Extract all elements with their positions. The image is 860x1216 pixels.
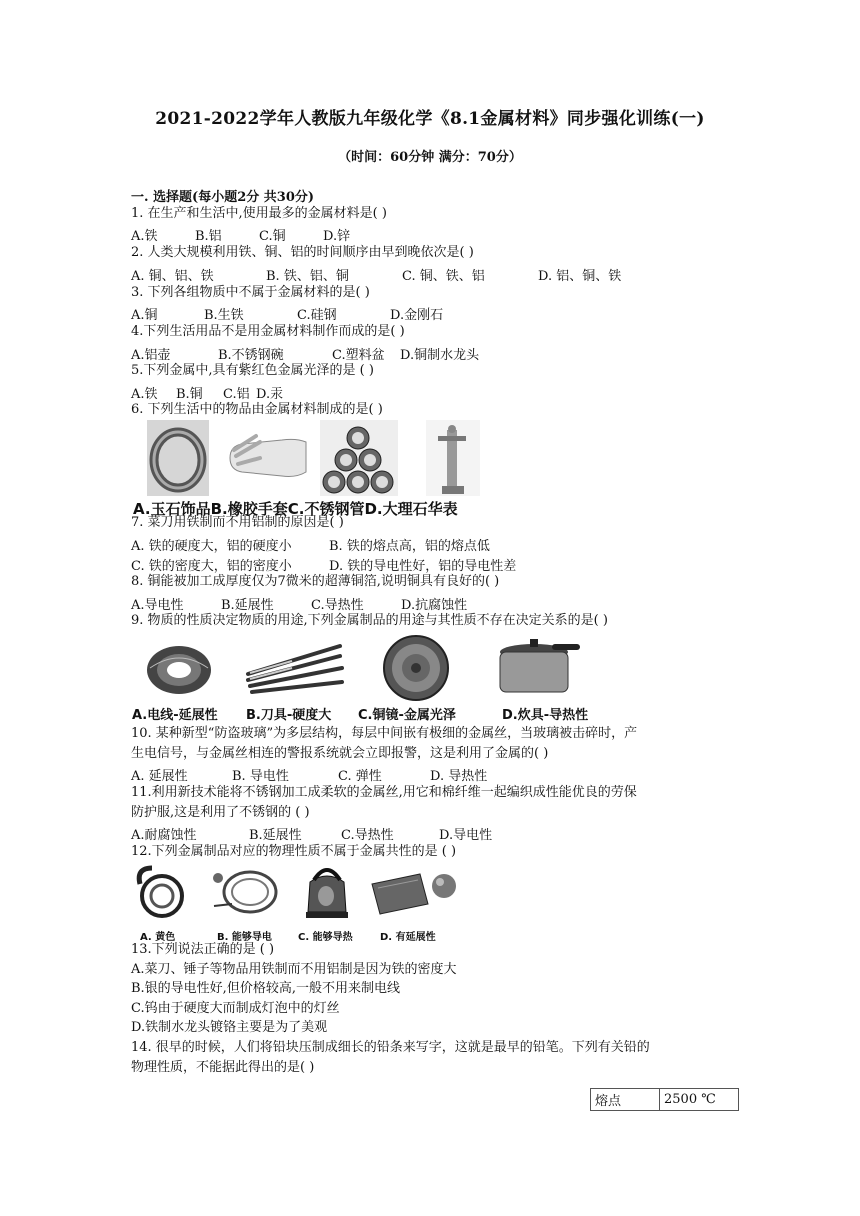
q11-options [131,824,492,843]
q3-option-a[interactable]: A.铜 [131,308,158,323]
q4-stem: 4.下列生活用品不是用金属材料制作而成的是( ) [131,324,405,339]
q5-options [131,383,283,402]
q4-options [131,344,479,363]
q9-caption-c[interactable]: C.铜镜-金属光泽 [358,708,456,723]
q8-option-b[interactable]: B.延展性 [221,598,274,613]
q7-option-a[interactable]: A. 铁的硬度大，铝的硬度小 [131,539,292,554]
q11-line1: 11.利用新技术能将不锈钢加工成柔软的金属丝,用它和棉纤维一起编织成性能优良的劳保 [131,785,637,800]
q9-caption-d[interactable]: D.炊具-导热性 [502,708,589,723]
knives-image[interactable] [242,640,346,698]
q13-stem: 13.下列说法正确的是 ( ) [131,942,275,957]
q11-line2: 防护服,这是利用了不锈钢的 ( ) [131,805,310,820]
q1-option-c[interactable]: C.铜 [259,229,286,244]
q8-option-c[interactable]: C.导热性 [311,598,364,613]
q3-option-c[interactable]: C.硅钢 [297,308,337,323]
section-heading: 一. 选择题(每小题2分 共30分) [131,190,315,205]
q6-stem: 6. 下列生活中的物品由金属材料制成的是( ) [131,402,383,417]
q5-option-a[interactable]: A.铁 [131,387,158,402]
q5-stem: 5.下列金属中,具有紫红色金属光泽的是 ( ) [131,363,374,378]
jade-ring-image[interactable] [147,420,209,496]
q6-caption-c[interactable]: C.不锈钢管 [287,500,365,518]
q10-options [131,765,487,784]
kettle-image[interactable] [302,862,352,922]
page-title: 2021-2022学年人教版九年级化学《8.1金属材料》同步强化训练(一) [155,109,705,129]
q12-caption-d[interactable]: D. 有延展性 [380,932,436,943]
q10-option-b[interactable]: B. 导电性 [232,769,289,784]
q3-options [131,304,443,323]
q7-stem: 7. 菜刀用铁制而不用铝制的原因是( ) [131,515,344,530]
q12-caption-a[interactable]: A. 黄色 [140,932,176,943]
q14-line1: 14. 很早的时候，人们将铅块压制成细长的铅条来写字，这就是最早的铅笔。下列有关铅的 [131,1040,650,1055]
q6-caption-a[interactable]: A.玉石饰品 [133,500,211,518]
q2-option-b[interactable]: B. 铁、铝、铜 [266,269,349,284]
q11-option-a[interactable]: A.耐腐蚀性 [131,828,197,843]
melting-point-label: 熔点 [591,1089,660,1111]
q2-stem: 2. 人类大规模利用铁、铜、铝的时间顺序由早到晚依次是( ) [131,245,474,260]
q12-caption-c[interactable]: C. 能够导热 [298,932,353,943]
q8-option-d[interactable]: D.抗腐蚀性 [401,598,468,613]
q11-option-c[interactable]: C.导热性 [341,828,394,843]
q7-options-line2 [131,555,516,574]
melting-point-value: 2500 ℃ [660,1089,739,1111]
q1-options [131,225,350,244]
bronze-mirror-image[interactable] [380,634,452,702]
q13-option-b[interactable]: B.银的导电性好,但价格较高,一般不用来制电线 [131,981,400,996]
q7-option-b[interactable]: B. 铁的熔点高，铝的熔点低 [329,539,490,554]
q8-option-a[interactable]: A.导电性 [131,598,184,613]
q8-options [131,594,467,613]
q12-captions [140,928,436,943]
q7-options-line1 [131,535,490,554]
q7-option-d[interactable]: D. 铁的导电性好，铝的导电性差 [329,559,517,574]
q1-option-d[interactable]: D.锌 [323,229,351,244]
q4-option-a[interactable]: A.铝壶 [131,348,171,363]
marble-pillar-image[interactable] [426,420,480,496]
q4-option-d[interactable]: D.铜制水龙头 [400,348,480,363]
melting-point-table [590,1088,739,1111]
q11-option-d[interactable]: D.导电性 [439,828,493,843]
q3-option-d[interactable]: D.金刚石 [390,308,444,323]
foil-sheet-image[interactable] [370,868,460,918]
q10-option-a[interactable]: A. 延展性 [131,769,188,784]
steel-pipe-image[interactable] [320,420,398,496]
q6-caption-d[interactable]: D.大理石华表 [364,500,458,518]
q1-option-a[interactable]: A.铁 [131,229,158,244]
q3-option-b[interactable]: B.生铁 [204,308,244,323]
q9-stem: 9. 物质的性质决定物质的用途,下列金属制品的用途与其性质不存在决定关系的是( ) [131,613,608,628]
q5-option-d[interactable]: D.汞 [256,387,284,402]
french-horn-image[interactable] [134,864,188,924]
q9-caption-a[interactable]: A.电线-延展性 [132,708,218,723]
q4-option-b[interactable]: B.不锈钢碗 [218,348,284,363]
q9-caption-b[interactable]: B.刀具-硬度大 [246,708,332,723]
q1-stem: 1. 在生产和生活中,使用最多的金属材料是( ) [131,206,387,221]
q5-option-b[interactable]: B.铜 [176,387,203,402]
q9-captions [132,704,588,723]
exam-info: （时间：60分钟 满分：70分） [338,150,522,165]
q13-option-a[interactable]: A.菜刀、锤子等物品用铁制而不用铝制是因为铁的密度大 [131,962,457,977]
wire-coil-image[interactable] [144,638,214,698]
q2-option-d[interactable]: D. 铝、铜、铁 [538,269,622,284]
q2-options [131,265,621,284]
q1-option-b[interactable]: B.铝 [195,229,222,244]
q12-caption-b[interactable]: B. 能够导电 [217,932,272,943]
q13-option-c[interactable]: C.钨由于硬度大而制成灯泡中的灯丝 [131,1001,340,1016]
q10-option-c[interactable]: C. 弹性 [338,769,382,784]
q10-option-d[interactable]: D. 导热性 [430,769,488,784]
q11-option-b[interactable]: B.延展性 [249,828,302,843]
q5-option-c[interactable]: C.铝 [223,387,250,402]
rubber-glove-image[interactable] [226,428,310,488]
q7-option-c[interactable]: C. 铁的密度大，铝的密度小 [131,559,292,574]
q3-stem: 3. 下列各组物质中不属于金属材料的是( ) [131,285,370,300]
q10-line1: 10. 某种新型“防盗玻璃”为多层结构，每层中间嵌有极细的金属丝，当玻璃被击碎时，产 [131,726,638,741]
q8-stem: 8. 铜能被加工成厚度仅为7微米的超薄铜箔,说明铜具有良好的( ) [131,574,500,589]
q12-stem: 12.下列金属制品对应的物理性质不属于金属共性的是 ( ) [131,844,457,859]
pressure-cooker-image[interactable] [490,636,582,700]
q10-line2: 生电信号，与金属丝相连的警报系统就会立即报警，这是利用了金属的( ) [131,746,549,761]
q14-line2: 物理性质，不能据此得出的是( ) [131,1060,315,1075]
q6-caption-b[interactable]: B.橡胶手套 [210,500,288,518]
q4-option-c[interactable]: C.塑料盆 [332,348,385,363]
q2-option-c[interactable]: C. 铜、铁、铝 [402,269,485,284]
q2-option-a[interactable]: A. 铜、铝、铁 [131,269,214,284]
q13-option-d[interactable]: D.铁制水龙头镀铬主要是为了美观 [131,1020,328,1035]
cable-image[interactable] [210,866,282,920]
